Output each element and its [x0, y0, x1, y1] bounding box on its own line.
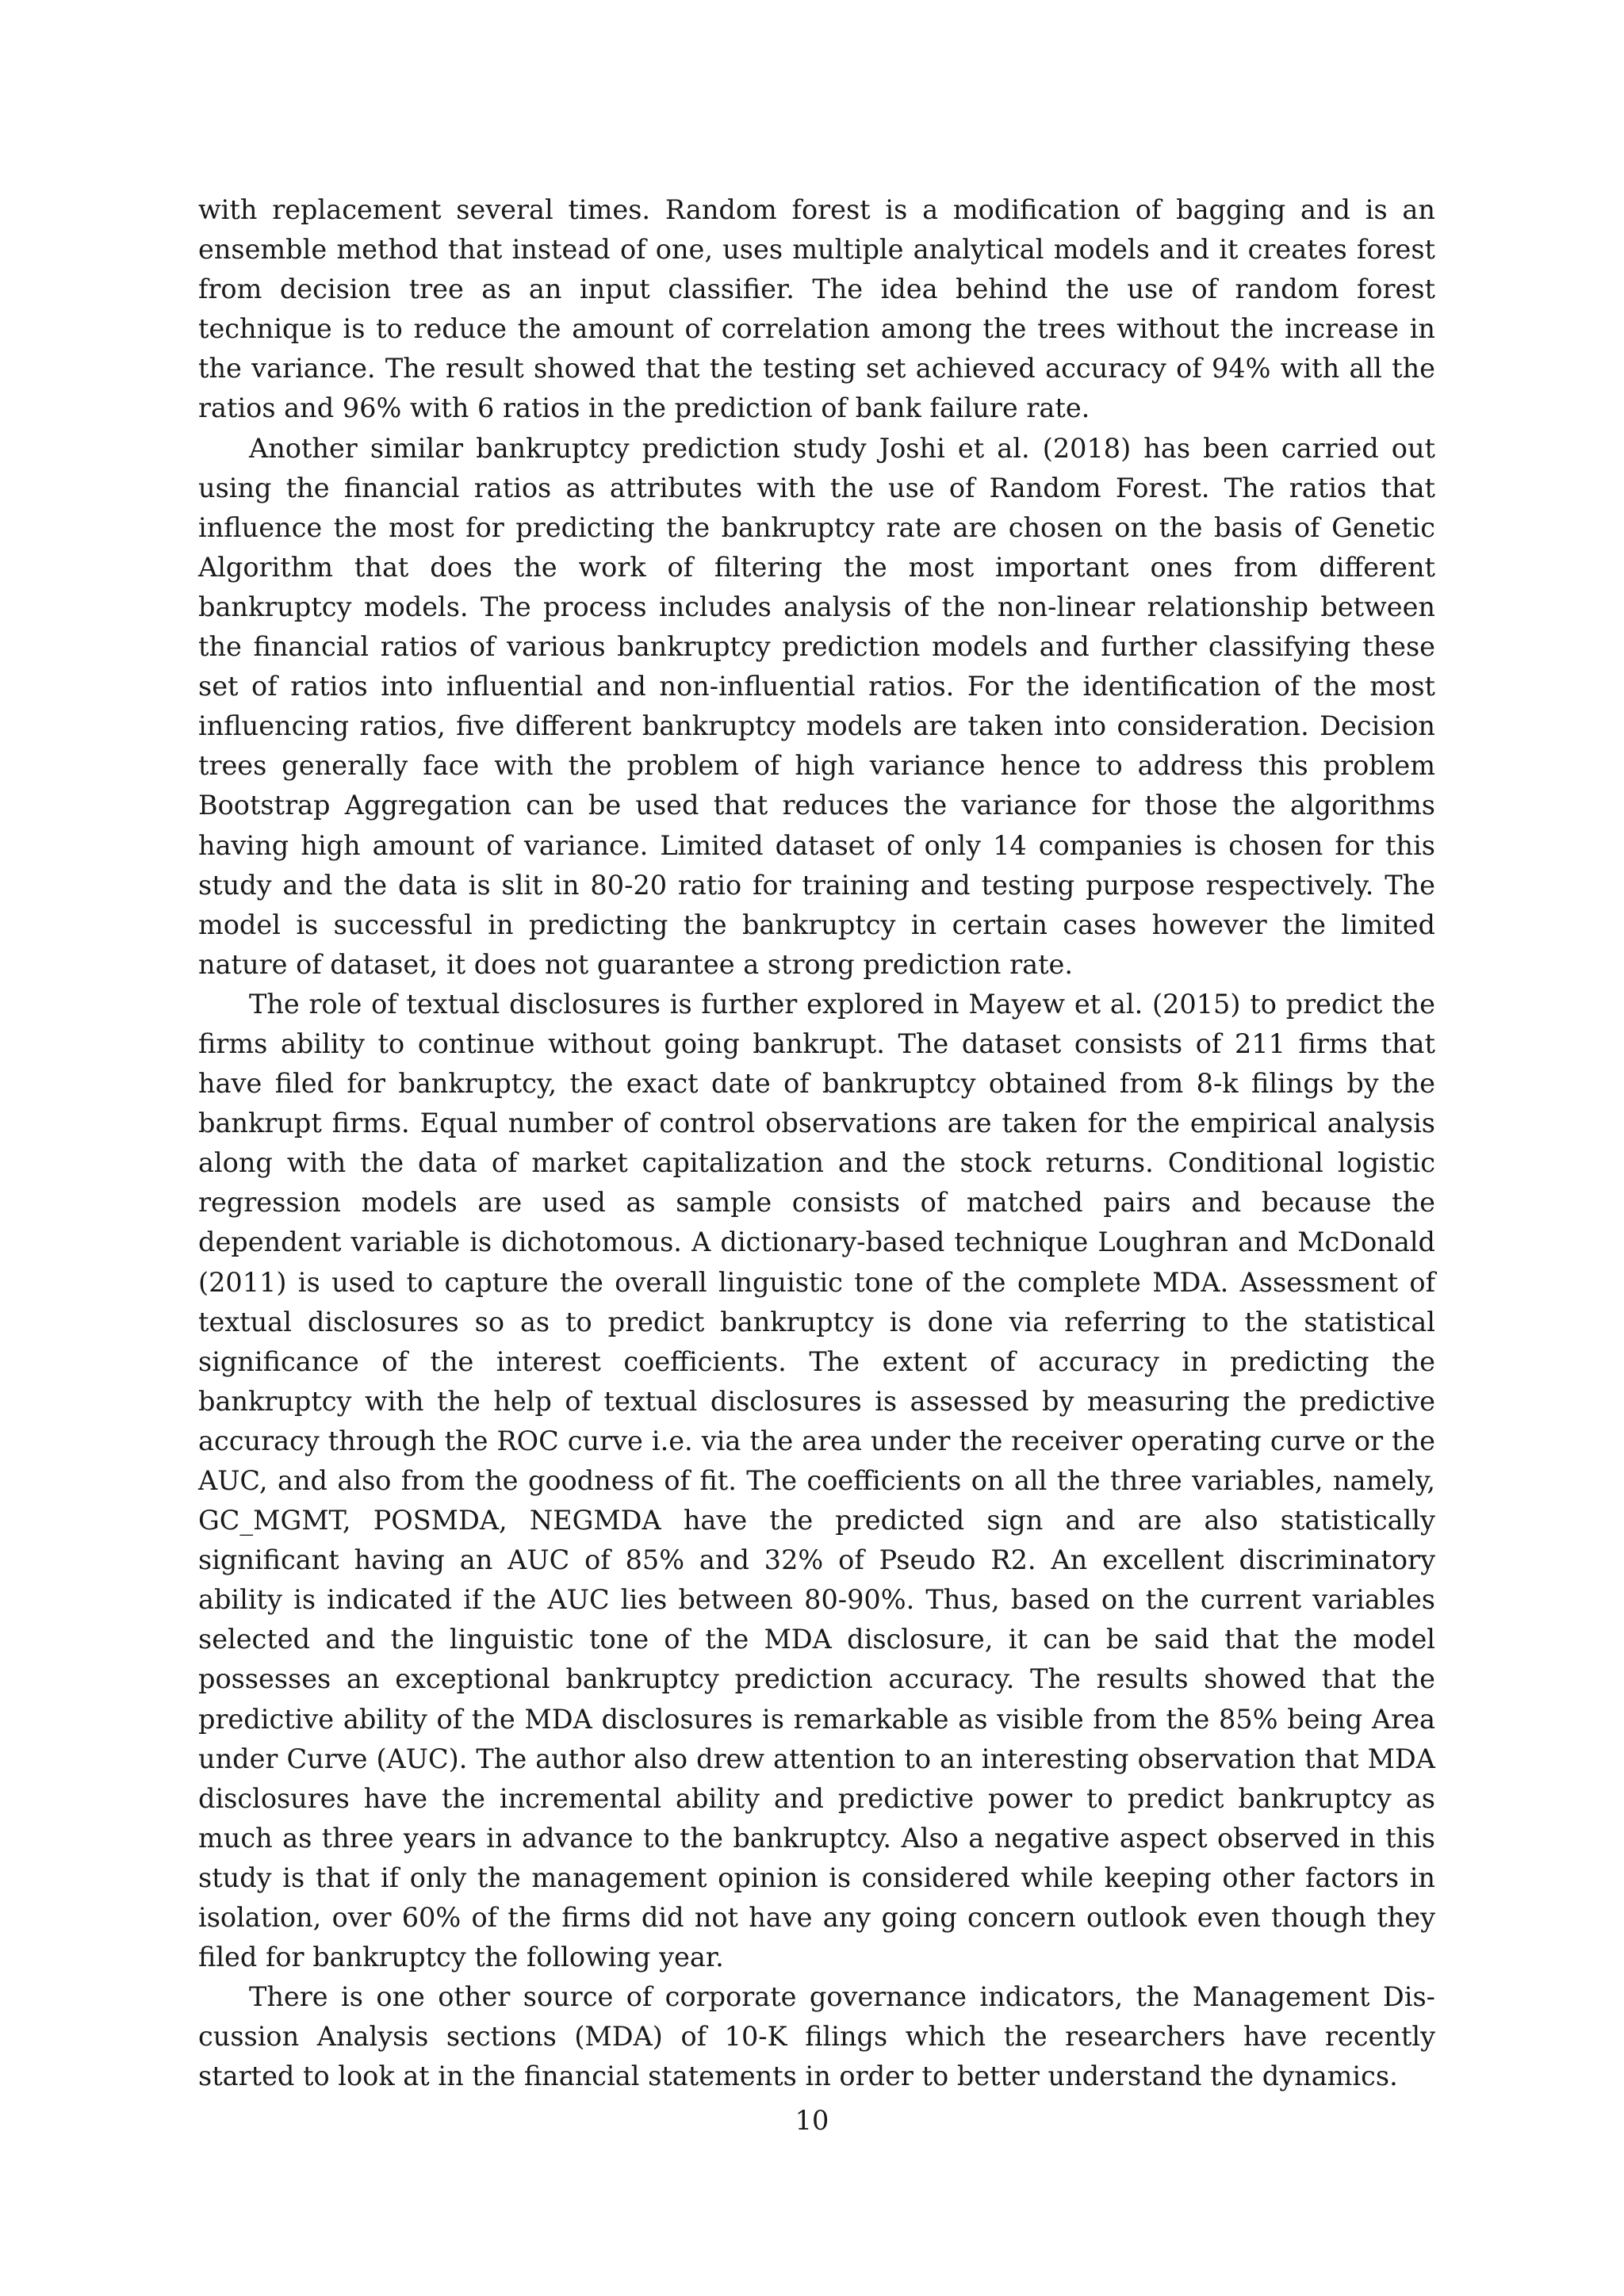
page-body — [198, 190, 1435, 2097]
paragraph-random-forest: with replacement several times. Random forest is a modification of bagging and is an ensemble method that instead of one, uses multiple analytical models and it creates forest from decision tree as an input classifier. The idea behind the use of random forest technique is to reduce the amount of correlation among the trees without the increase in the variance. The result showed that the testing set achieved accuracy of 94% with all the ratios and 96% with 6 ratios in the prediction of bank failure rate. — [198, 194, 1435, 424]
page-number: 10 — [795, 2105, 829, 2136]
paragraph-mayew-study: The role of textual disclosures is further explored in Mayew et al. (2015) to predict the firms ability to continue without going bankrupt. The dataset consists of 211 firms that have filed for bankruptcy, the exact date of bankruptcy obtained from 8-k filings by the bankrupt firms. Equal number of control observations are taken for the empirical analysis along with the data of market capitalization and the stock returns. Conditional logistic regression models are used as sample consists of matched pairs and because the dependent variable is dichotomous. A dictionary-based technique Loughran and McDonald (2011) is used to capture the overall linguistic tone of the complete MDA. Assessment of textual disclosures so as to predict bankruptcy is done via referring to the statistical significance of the interest coefficients. The extent of accuracy in predicting the bankruptcy with the help of textual disclosures is assessed by measuring the predictive accuracy through the ROC curve i.e. via the area under the receiver operating curve or the AUC, and also from the goodness of fit. The coefficients on all the three variables, namely, GC_MGMT, POSMDA, NEGMDA have the predicted sign and are also statistically significant having an AUC of 85% and 32% of Pseudo R2. An excellent discriminatory ability is indicated if the AUC lies between 80-90%. Thus, based on the current variables selected and the linguistic tone of the MDA disclosure, it can be said that the model possesses an exceptional bankruptcy prediction accuracy. The results showed that the predictive ability of the MDA disclosures is remarkable as visible from the 85% being Area under Curve (AUC). The author also drew attention to an interesting observation that MDA disclosures have the incremental ability and predictive power to predict bankruptcy as much as three years in advance to the bankruptcy. Also a negative aspect observed in this study is that if only the management opinion is considered while keeping other factors in isolation, over 60% of the firms did not have any going concern outlook even though they filed for bankruptcy the following year. — [198, 988, 1435, 1973]
paragraph-mda-governance: There is one other source of corporate governance indicators, the Management Discussion Analysis sections (MDA) of 10-K filings which the researchers have recently started to look at in the financial statements in order to better understand the dynamics. — [198, 1981, 1435, 2092]
paragraph-joshi-study: Another similar bankruptcy prediction study Joshi et al. (2018) has been carried out using the financial ratios as attributes with the use of Random Forest. The ratios that influence the most for predicting the bankruptcy rate are chosen on the basis of Genetic Algorithm that does the work of filtering the most important ones from different bankruptcy models. The process includes analysis of the non-linear relationship between the financial ratios of various bankruptcy prediction models and further classifying these set of ratios into influential and non-influential ratios. For the identification of the most influencing ratios, five different bankruptcy models are taken into consideration. Decision trees generally face with the problem of high variance hence to address this problem Bootstrap Aggregation can be used that reduces the variance for those the algorithms having high amount of variance. Limited dataset of only 14 companies is chosen for this study and the data is slit in 80-20 ratio for training and testing purpose respectively. The model is successful in predicting the bankruptcy in certain cases however the limited nature of dataset, it does not guarantee a strong prediction rate. — [198, 432, 1435, 980]
